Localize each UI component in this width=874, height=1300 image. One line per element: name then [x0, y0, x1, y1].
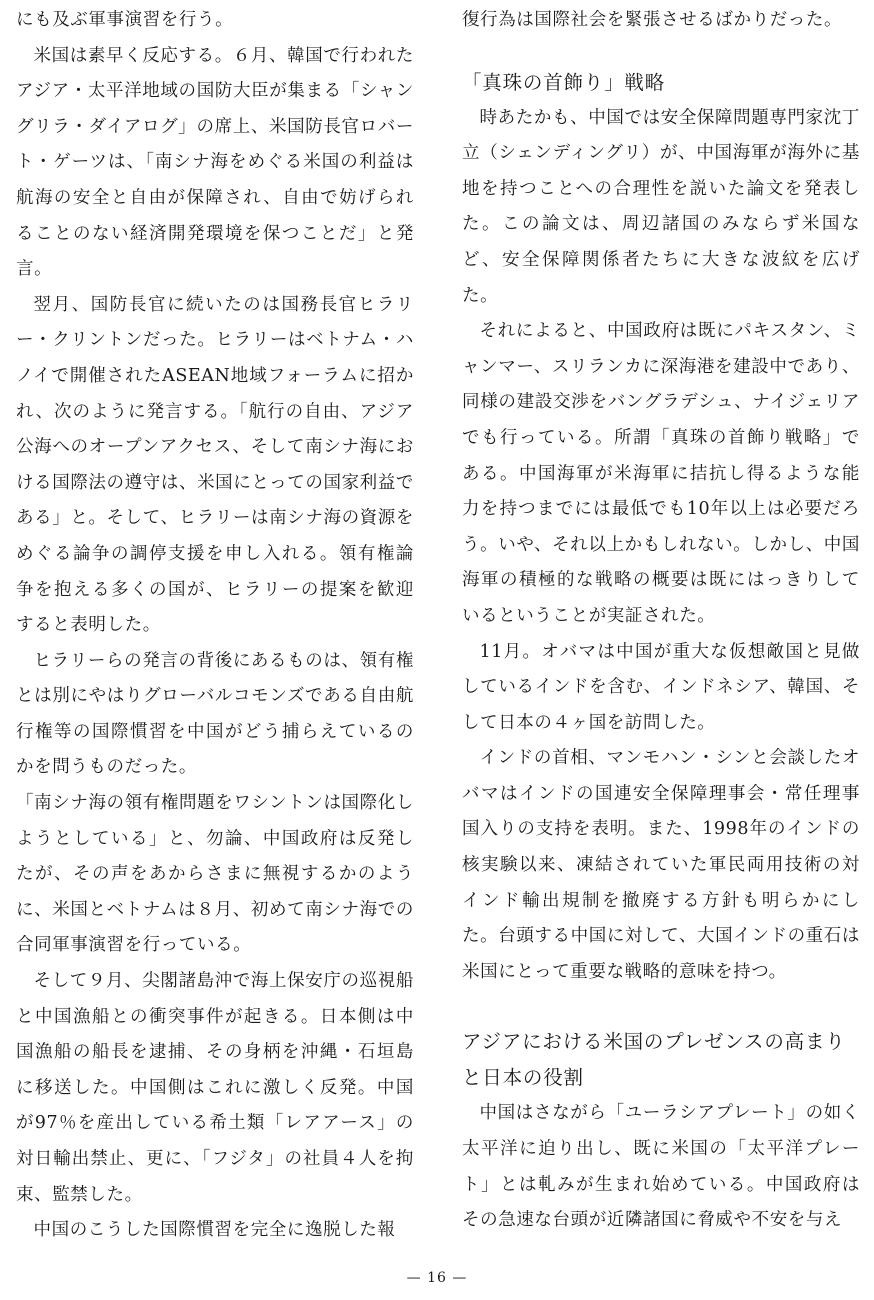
right-column	[462, 3, 860, 1239]
paragraph: そして９月、尖閣諸島沖で海上保安庁の巡視船と中国漁船との衝突事件が起きる。日本側は中国漁船の船長を逮捕、その身柄を沖縄・石垣島に移送した。中国側はこれに激しく反発。中国が97％を産出している希土類「レアアース」の対日輸出禁止、更に、「フジタ」の社員４人を拘束、監禁した。	[16, 971, 414, 1205]
left-column	[16, 3, 414, 1249]
page-number: — 16 —	[406, 1270, 468, 1286]
paragraph-continuation: 復行為は国際社会を緊張させるばかりだった。	[462, 10, 843, 30]
paragraph: 中国はさながら「ユーラシアプレート」の如く太平洋に迫り出し、既に米国の「太平洋プレート」とは軋みが生まれ始めている。中国政府はその急速な台頭が近隣諸国に脅威や不安を与え	[462, 1103, 860, 1231]
paragraph: 「南シナ海の領有権問題をワシントンは国際化しようとしている」と、勿論、中国政府は反発したが、その声をあからさまに無視するかのように、米国とベトナムは８月、初めて南シナ海での合同軍事演習を行っている。	[16, 793, 414, 956]
paragraph: 時あたかも、中国では安全保障問題専門家沈丁立（シェンディングリ）が、中国海軍が海外に基地を持つことへの合理性を説いた論文を発表した。この論文は、周辺諸国のみならず米国など、安全保障関係者たちに大きな波紋を広げた。	[462, 107, 860, 306]
paragraph: 11月。オバマは中国が重大な仮想敵国と見做しているインドを含む、インドネシア、韓国、そして日本の４ヶ国を訪問した。	[462, 641, 860, 733]
paragraph: 米国は素早く反応する。６月、韓国で行われたアジア・太平洋地域の国防大臣が集まる「シャングリラ・ダイアログ」の席上、米国防長官ロバート・ゲーツは、「南シナ海をめぐる米国の利益は航海の安全と自由が保障され、自由で妨げられることのない経済開発環境を保つことだ」と発言。	[16, 45, 414, 280]
paragraph: それによると、中国政府は既にパキスタン、ミャンマー、スリランカに深海港を建設中であり、同様の建設交渉をバングラデシュ、ナイジェリアでも行っている。所謂「真珠の首飾り戦略」である。中国海軍が米海軍に拮抗し得るような能力を持つまでには最低でも10年以上は必要だろう。いや、それ以上かもしれない。しかし、中国海軍の積極的な戦略の概要は既にはっきりしているということが実証された。	[462, 321, 860, 626]
paragraph: インドの首相、マンモハン・シンと会談したオバマはインドの国連安全保障理事会・常任理事国入りの支持を表明。また、1998年のインドの核実験以来、凍結されていた軍民両用技術の対インド輸出規制を撤廃する方針も明らかにした。台頭する中国に対して、大国インドの重石は米国にとって重要な戦略的意味を持つ。	[462, 748, 860, 982]
section-heading-us-presence: アジアにおける米国のプレゼンスの高まりと日本の役割	[462, 1030, 846, 1090]
paragraph: にも及ぶ軍事演習を行う。	[16, 10, 234, 30]
section-heading-pearls: 「真珠の首飾り」戦略	[462, 70, 666, 94]
paragraph: ヒラリーらの発言の背後にあるものは、領有権とは別にやはりグローバルコモンズである自由航行権等の国際慣習を中国がどう捕らえているのかを問うものだった。	[16, 650, 414, 778]
paragraph: 翌月、国防長官に続いたのは国務長官ヒラリー・クリントンだった。ヒラリーはベトナム・ハノイで開催されたASEAN地域フォーラムに招かれ、次のように発言する。「航行の自由、アジア公海へのオープンアクセス、そして南シナ海における国際法の遵守は、米国にとっての国家利益である」と。そして、ヒラリーは南シナ海の資源をめぐる論争の調停支援を申し入れる。領有権論争を抱える多くの国が、ヒラリーの提案を歓迎すると表明した。	[16, 294, 414, 636]
paragraph: 中国のこうした国際慣習を完全に逸脱した報	[33, 1220, 396, 1241]
